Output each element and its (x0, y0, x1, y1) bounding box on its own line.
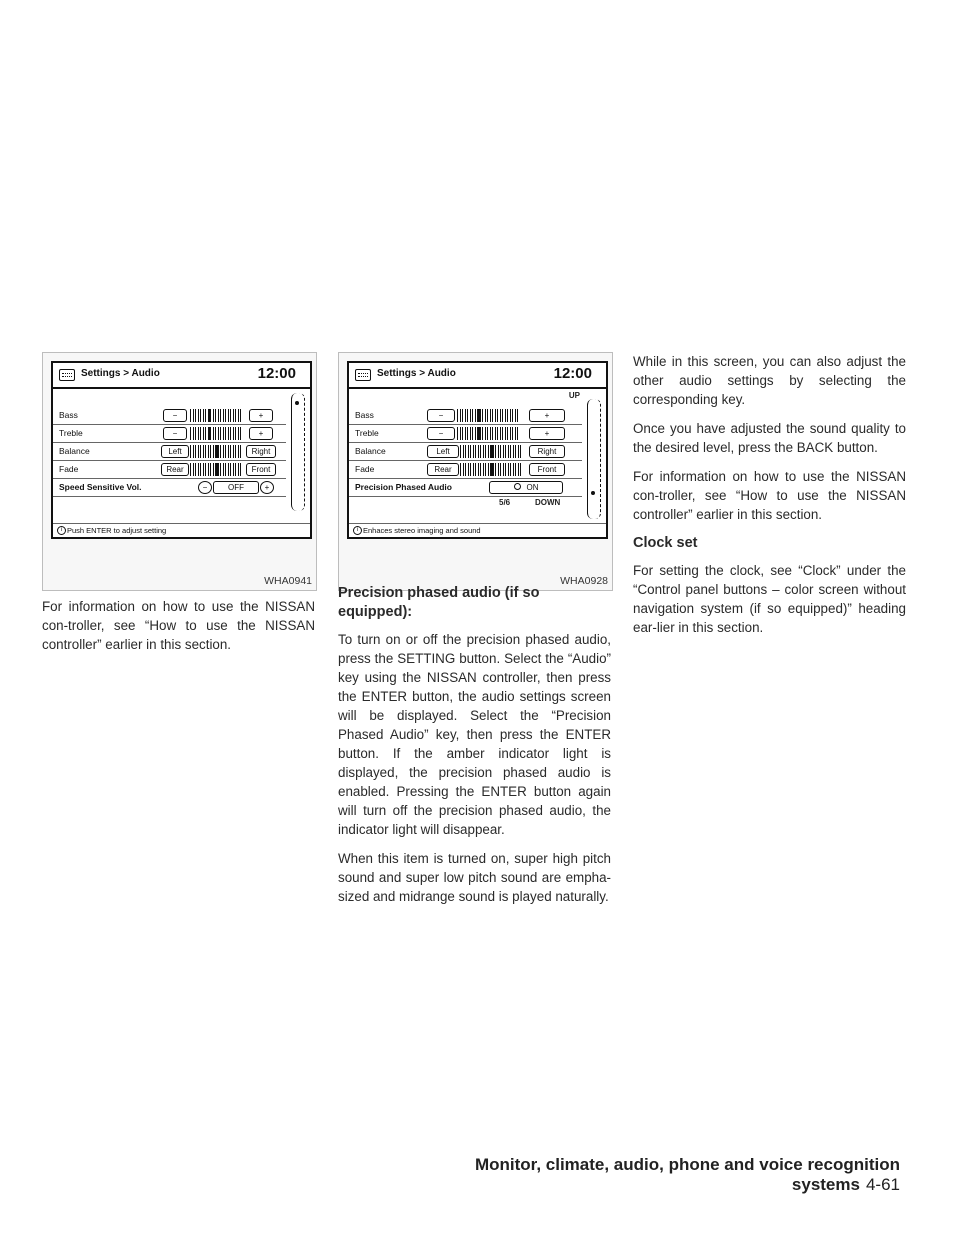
clock: 12:00 (553, 365, 592, 382)
section-title: Monitor, climate, audio, phone and voice recognition systems (474, 1155, 900, 1194)
treble-minus-button[interactable]: − (163, 427, 187, 440)
treble-row[interactable] (349, 425, 582, 443)
scrollbar[interactable] (291, 393, 305, 511)
treble-minus-button[interactable]: − (427, 427, 455, 440)
audio-settings-screen (51, 361, 312, 539)
footer-note: Push ENTER to adjust setting (67, 526, 167, 535)
page-number: 4-61 (865, 1175, 900, 1194)
section-heading: Precision phased audio (if so equipped): (338, 585, 540, 620)
ssv-value[interactable]: OFF (213, 481, 259, 494)
balance-level-meter (190, 445, 242, 458)
screen-title: Settings > Audio (81, 368, 160, 379)
speed-sensitive-vol-row[interactable] (53, 479, 286, 497)
clock: 12:00 (257, 365, 296, 382)
fade-row[interactable] (349, 461, 582, 479)
balance-label: Balance (355, 446, 386, 456)
fade-rear-button[interactable]: Rear (161, 463, 189, 476)
bass-row[interactable] (53, 407, 286, 425)
col3-paragraph-2: Once you have adjusted the sound quality to the desired level, press the BACK button. (633, 421, 906, 455)
screen-footer (53, 523, 310, 537)
balance-right-button[interactable]: Right (529, 445, 565, 458)
audio-settings-screen (347, 361, 608, 539)
settings-icon (59, 369, 75, 381)
bass-label: Bass (355, 410, 374, 420)
balance-label: Balance (59, 446, 90, 456)
bass-level-meter (457, 409, 519, 422)
treble-row[interactable] (53, 425, 286, 443)
figure-wha0941 (42, 352, 317, 591)
scrollbar[interactable] (587, 399, 601, 519)
fade-rear-button[interactable]: Rear (427, 463, 459, 476)
precision-phased-audio-label: Precision Phased Audio (355, 482, 452, 492)
col3-paragraph-4: For setting the clock, see “Clock” under the “Control panel buttons – color screen without navigation system (if so equipped)” heading ear-lier in this section. (633, 563, 906, 635)
scroll-thumb[interactable] (295, 401, 299, 405)
scroll-down-label[interactable]: DOWN (535, 498, 561, 507)
fade-front-button[interactable]: Front (246, 463, 276, 476)
info-icon: i (353, 526, 362, 535)
ssv-minus-button[interactable]: − (198, 481, 212, 494)
column-1 (42, 597, 315, 664)
fade-level-meter (460, 463, 522, 476)
section-heading: Clock set (633, 535, 698, 551)
page-footer (420, 1155, 900, 1195)
screen-header (53, 363, 310, 389)
col1-paragraph: For information on how to use the NISSAN con-troller, see “How to use the NISSAN controller” earlier in this section. (42, 599, 315, 652)
treble-level-meter (457, 427, 519, 440)
bass-label: Bass (59, 410, 78, 420)
bass-plus-button[interactable]: + (529, 409, 565, 422)
screen-footer (349, 523, 606, 537)
treble-plus-button[interactable]: + (249, 427, 273, 440)
speed-sensitive-vol-label: Speed Sensitive Vol. (59, 482, 142, 492)
bass-plus-button[interactable]: + (249, 409, 273, 422)
screen-title: Settings > Audio (377, 368, 456, 379)
screen-header (349, 363, 606, 389)
ppa-value[interactable] (489, 481, 563, 494)
fade-label: Fade (355, 464, 375, 474)
bass-minus-button[interactable]: − (163, 409, 187, 422)
figure-code: WHA0941 (264, 575, 312, 587)
fade-row[interactable] (53, 461, 286, 479)
col3-paragraph-3: For information on how to use the NISSAN con-troller, see “How to use the NISSAN controller” earlier in this section. (633, 469, 906, 522)
treble-label: Treble (59, 428, 83, 438)
indicator-light-icon (514, 483, 521, 490)
fade-label: Fade (59, 464, 79, 474)
info-icon: i (57, 526, 66, 535)
settings-icon (355, 369, 371, 381)
figure-code: WHA0928 (560, 575, 608, 587)
figure-wha0928 (338, 352, 613, 591)
treble-label: Treble (355, 428, 379, 438)
footer-note: Enhaces stereo imaging and sound (363, 526, 481, 535)
column-2 (338, 584, 611, 916)
bass-minus-button[interactable]: − (427, 409, 455, 422)
scroll-up-label[interactable]: UP (568, 391, 580, 400)
ppa-value-text: ON (526, 483, 539, 492)
balance-row[interactable] (349, 443, 582, 461)
balance-row[interactable] (53, 443, 286, 461)
column-3 (633, 352, 906, 647)
balance-left-button[interactable]: Left (161, 445, 189, 458)
col3-paragraph-1: While in this screen, you can also adjust the other audio settings by selecting the corresponding key. (633, 354, 906, 407)
col2-paragraph-1: To turn on or off the precision phased audio, press the SETTING button. Select the “Audio” key using the NISSAN controller, then press the ENTER button, the audio settings screen will be displayed. Select the “Precision Phased Audio” key, then press the ENTER button. If the amber indicator light is displayed, the precision phased audio is enabled. Pressing the ENTER button again will turn off the precision phased audio, the indicator light will disappear. (338, 632, 611, 837)
balance-left-button[interactable]: Left (427, 445, 459, 458)
col2-paragraph-2: When this item is turned on, super high pitch sound and super low pitch sound are empha-sized and midrange sound is played naturally. (338, 851, 611, 904)
fade-front-button[interactable]: Front (529, 463, 565, 476)
precision-phased-audio-row[interactable] (349, 479, 582, 497)
bass-row[interactable] (349, 407, 582, 425)
treble-level-meter (190, 427, 242, 440)
balance-right-button[interactable]: Right (246, 445, 276, 458)
scroll-thumb[interactable] (591, 491, 595, 495)
treble-plus-button[interactable]: + (529, 427, 565, 440)
ssv-plus-button[interactable]: + (260, 481, 274, 494)
balance-level-meter (460, 445, 522, 458)
page-indicator: 5/6 (499, 498, 511, 507)
fade-level-meter (190, 463, 242, 476)
bass-level-meter (190, 409, 242, 422)
